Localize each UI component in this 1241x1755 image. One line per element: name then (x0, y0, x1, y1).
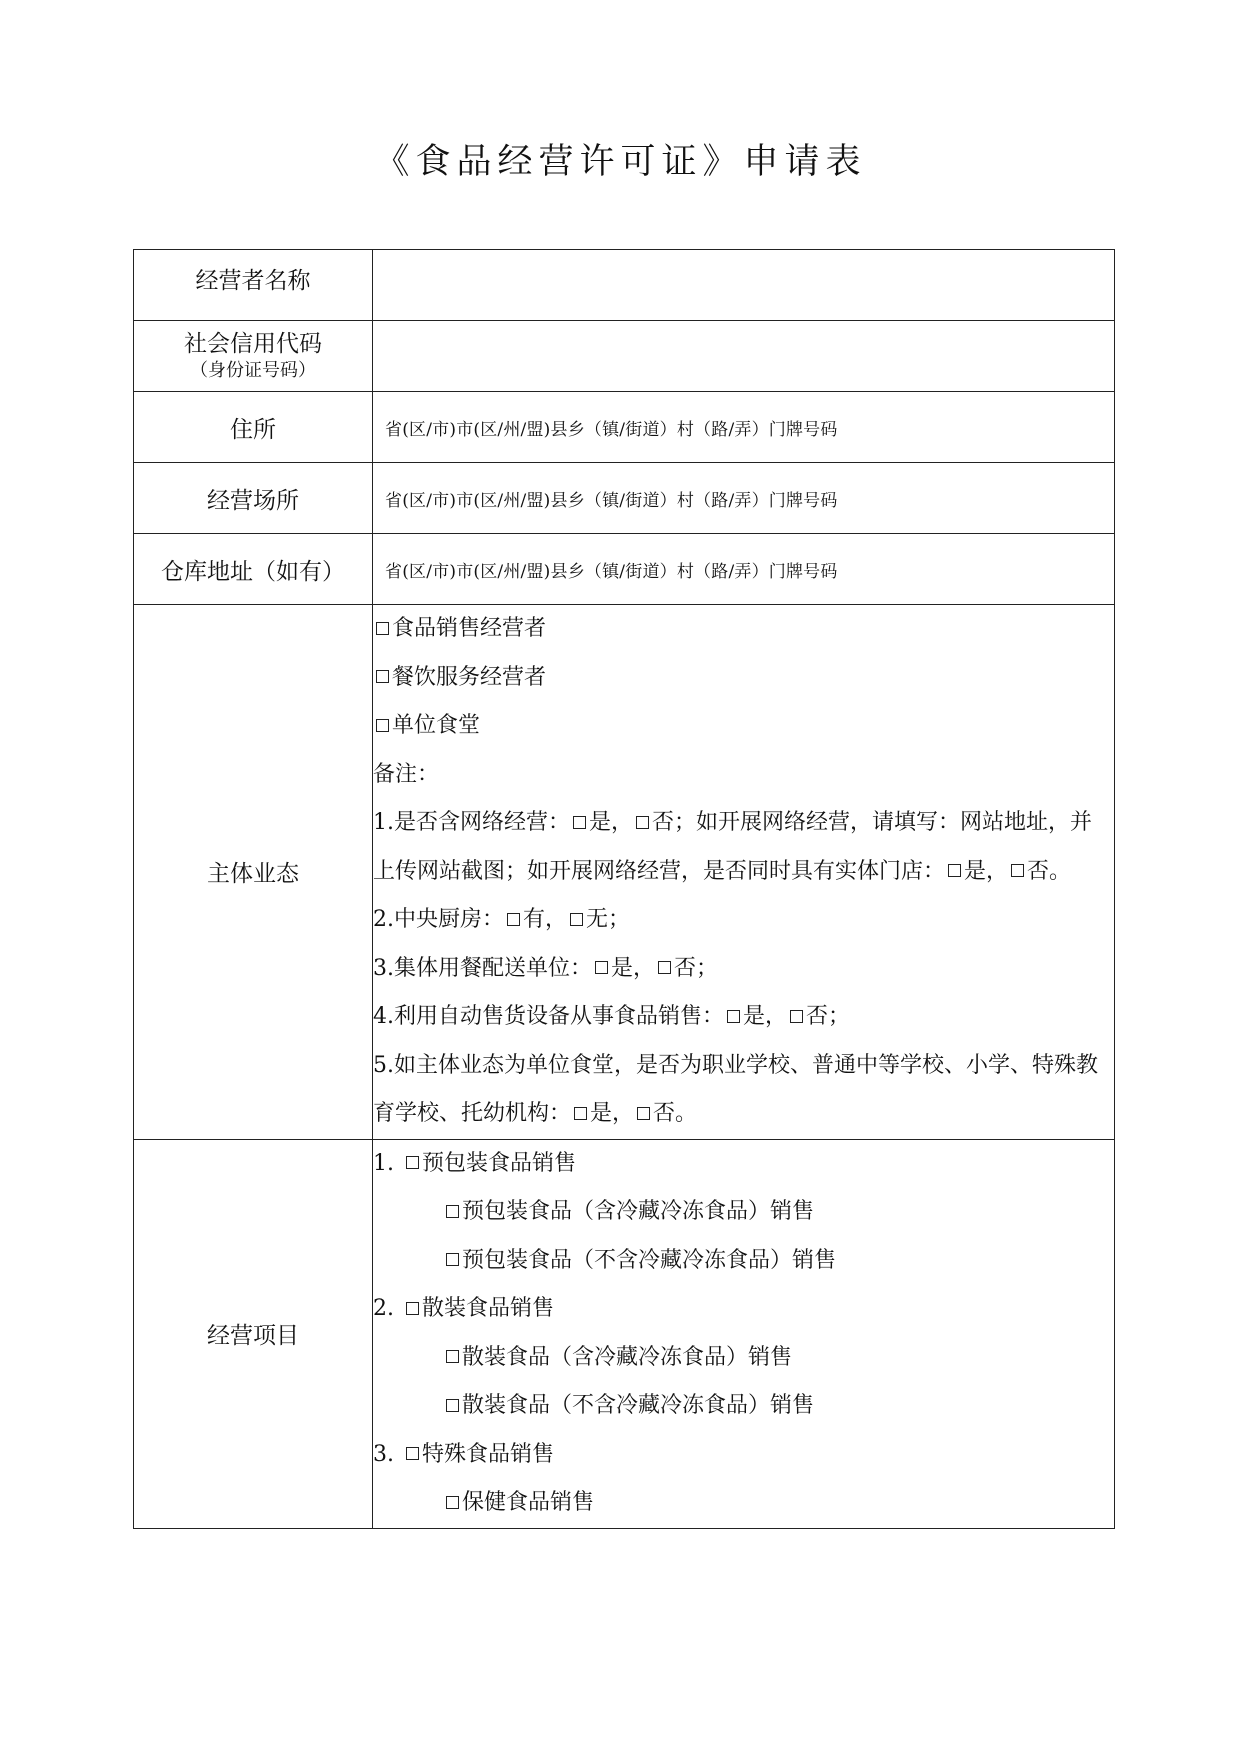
item-bulk-noncold[interactable]: 散装食品（不含冷藏冷冻食品）销售 (373, 1382, 1114, 1431)
checkbox[interactable] (406, 1156, 419, 1169)
note-1: 1.是否含网络经营： 是， 否；如开展网络经营，请填写：网站地址，并上传网站截图；如开展网络经营，是否同时具有实体门店： 是， 否。 (373, 810, 1093, 884)
row-credit-code (134, 321, 1115, 392)
label-premises: 经营场所 (134, 463, 373, 534)
form-title: 《食品经营许可证》申请表 (374, 142, 867, 182)
option-food-sales[interactable]: 食品销售经营者 (373, 605, 1114, 654)
note-5: 5.如主体业态为单位食堂，是否为职业学校、普通中等学校、小学、特殊教育学校、托幼机构： 是， 否。 (373, 1052, 1098, 1126)
checkbox[interactable] (446, 1350, 459, 1363)
label-operator-name (134, 250, 373, 321)
row-business-form (134, 605, 1115, 1140)
business-form-content (373, 605, 1115, 1140)
checkbox[interactable] (376, 719, 389, 732)
checkbox-store-yes[interactable] (948, 864, 961, 877)
operator-name-label: 经营者名称 (195, 268, 311, 294)
note-label: 备注： (373, 761, 440, 787)
item-prepackaged-cold[interactable]: 预包装食品（含冷藏冷冻食品）销售 (373, 1188, 1114, 1237)
note-2: 2.中央厨房： 有， 无； (373, 907, 631, 932)
item-prepackaged-noncold[interactable]: 预包装食品（不含冷藏冷冻食品）销售 (373, 1237, 1114, 1286)
checkbox-delivery-no[interactable] (658, 961, 671, 974)
checkbox[interactable] (376, 670, 389, 683)
note-4: 4.利用自动售货设备从事食品销售： 是， 否； (373, 1004, 851, 1029)
item-group-special[interactable]: 3. 特殊食品销售 (373, 1441, 555, 1467)
checkbox[interactable] (376, 622, 389, 635)
checkbox-vending-no[interactable] (790, 1010, 803, 1023)
credit-code-field[interactable] (373, 321, 1115, 392)
checkbox-kitchen-have[interactable] (507, 913, 520, 926)
warehouse-field[interactable]: 省(区/市)市(区/州/盟)县乡（镇/街道）村（路/弄）门牌号码 (373, 534, 1115, 605)
credit-code-label: 社会信用代码 (184, 331, 322, 357)
row-premises (134, 463, 1115, 534)
note-3: 3.集体用餐配送单位： 是， 否； (373, 955, 719, 981)
label-business-form: 主体业态 (134, 605, 373, 1140)
id-number-label: （身份证号码） (190, 360, 316, 381)
checkbox-delivery-yes[interactable] (595, 961, 608, 974)
checkbox-store-no[interactable] (1011, 864, 1024, 877)
checkbox[interactable] (446, 1496, 459, 1509)
application-form-table (133, 249, 1115, 1529)
business-items-content (373, 1139, 1115, 1528)
checkbox[interactable] (446, 1399, 459, 1412)
row-residence (134, 392, 1115, 463)
item-group-prepackaged[interactable]: 1. 预包装食品销售 (373, 1150, 577, 1176)
checkbox[interactable] (406, 1302, 419, 1315)
row-business-items (134, 1139, 1115, 1528)
label-warehouse: 仓库地址（如有） (134, 534, 373, 605)
label-residence: 住所 (134, 392, 373, 463)
row-operator-name (134, 250, 1115, 321)
row-warehouse (134, 534, 1115, 605)
label-credit-code (134, 321, 373, 392)
option-catering[interactable]: 餐饮服务经营者 (373, 654, 1114, 703)
checkbox-kitchen-none[interactable] (570, 913, 583, 926)
item-group-bulk[interactable]: 2. 散装食品销售 (373, 1296, 555, 1321)
checkbox-online-no[interactable] (636, 816, 649, 829)
item-health-food[interactable]: 保健食品销售 (373, 1479, 1114, 1528)
checkbox-online-yes[interactable] (573, 816, 586, 829)
checkbox-school-yes[interactable] (574, 1107, 587, 1120)
checkbox[interactable] (446, 1253, 459, 1266)
checkbox[interactable] (446, 1205, 459, 1218)
residence-field[interactable]: 省(区/市)市(区/州/盟)县乡（镇/街道）村（路/弄）门牌号码 (373, 392, 1115, 463)
premises-field[interactable]: 省(区/市)市(区/州/盟)县乡（镇/街道）村（路/弄）门牌号码 (373, 463, 1115, 534)
item-bulk-cold[interactable]: 散装食品（含冷藏冷冻食品）销售 (373, 1334, 1114, 1383)
checkbox[interactable] (406, 1447, 419, 1460)
checkbox-vending-yes[interactable] (727, 1010, 740, 1023)
label-business-items: 经营项目 (134, 1139, 373, 1528)
checkbox-school-no[interactable] (637, 1107, 650, 1120)
operator-name-field[interactable] (373, 250, 1115, 321)
option-canteen[interactable]: 单位食堂 (373, 702, 1114, 751)
